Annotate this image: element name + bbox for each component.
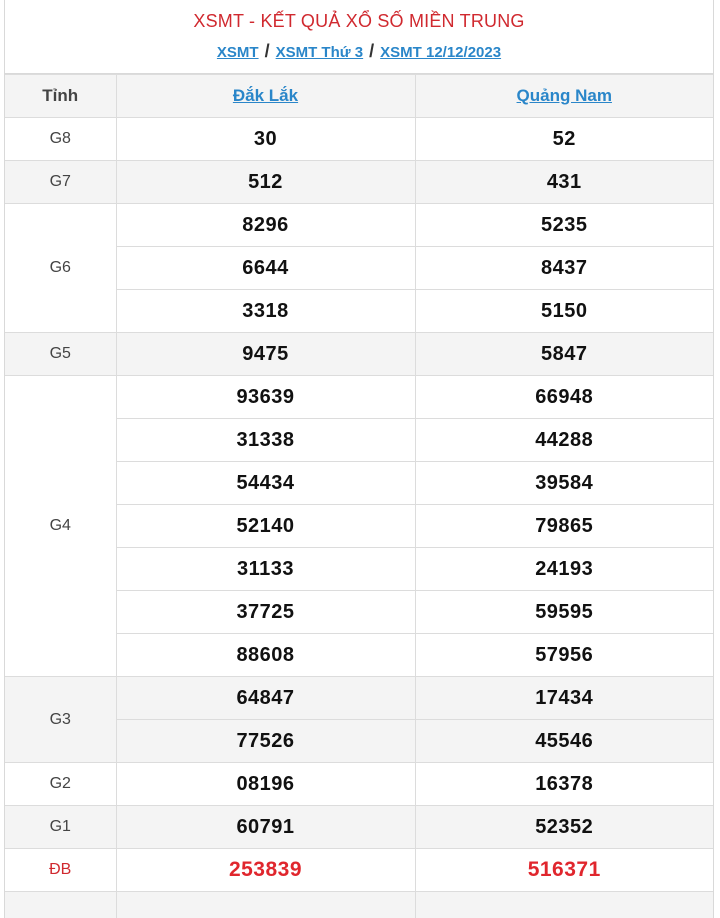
result-number: 5847 bbox=[415, 333, 713, 376]
result-number: 39584 bbox=[415, 462, 713, 505]
column-header-quang-nam bbox=[415, 75, 713, 118]
prize-label: G4 bbox=[5, 376, 116, 677]
result-number: 5235 bbox=[415, 204, 713, 247]
result-number: 52140 bbox=[116, 505, 415, 548]
prize-label: G1 bbox=[5, 806, 116, 849]
result-number: 17434 bbox=[415, 677, 713, 720]
prize-label: G2 bbox=[5, 763, 116, 806]
results-header bbox=[5, 0, 713, 74]
breadcrumb-link-date[interactable]: XSMT 12/12/2023 bbox=[380, 44, 502, 61]
result-number: 5150 bbox=[415, 290, 713, 333]
result-number: 6644 bbox=[116, 247, 415, 290]
result-number: 79865 bbox=[415, 505, 713, 548]
column-header-province: Tỉnh bbox=[5, 75, 116, 118]
table-row-footer bbox=[5, 892, 713, 918]
table-row bbox=[5, 763, 713, 806]
special-result-number: 253839 bbox=[116, 849, 415, 892]
result-number: 31133 bbox=[116, 548, 415, 591]
prize-label-special: ĐB bbox=[5, 849, 116, 892]
table-row bbox=[5, 806, 713, 849]
footer-cell bbox=[415, 892, 713, 918]
prize-label: G3 bbox=[5, 677, 116, 763]
result-number: 59595 bbox=[415, 591, 713, 634]
result-number: 08196 bbox=[116, 763, 415, 806]
result-number: 57956 bbox=[415, 634, 713, 677]
breadcrumb bbox=[5, 40, 713, 64]
breadcrumb-link-weekday[interactable]: XSMT Thứ 3 bbox=[275, 44, 364, 61]
special-result-number: 516371 bbox=[415, 849, 713, 892]
results-panel bbox=[4, 0, 714, 918]
result-number: 66948 bbox=[415, 376, 713, 419]
result-number: 44288 bbox=[415, 419, 713, 462]
breadcrumb-separator: / bbox=[369, 41, 375, 61]
result-number: 30 bbox=[116, 118, 415, 161]
result-number: 431 bbox=[415, 161, 713, 204]
prize-label: G7 bbox=[5, 161, 116, 204]
table-row bbox=[5, 333, 713, 376]
result-number: 8296 bbox=[116, 204, 415, 247]
page-title: XSMT - KẾT QUẢ XỔ SỐ MIỀN TRUNG bbox=[193, 11, 525, 31]
breadcrumb-link-xsmt[interactable]: XSMT bbox=[216, 44, 259, 61]
result-number: 64847 bbox=[116, 677, 415, 720]
result-number: 52 bbox=[415, 118, 713, 161]
footer-cell bbox=[116, 892, 415, 918]
breadcrumb-separator: / bbox=[264, 41, 270, 61]
table-row-special-prize bbox=[5, 849, 713, 892]
result-number: 512 bbox=[116, 161, 415, 204]
table-row bbox=[5, 161, 713, 204]
table-header-row bbox=[5, 75, 713, 118]
result-number: 52352 bbox=[415, 806, 713, 849]
result-number: 77526 bbox=[116, 720, 415, 763]
result-number: 37725 bbox=[116, 591, 415, 634]
prize-label: G8 bbox=[5, 118, 116, 161]
result-number: 8437 bbox=[415, 247, 713, 290]
table-row bbox=[5, 118, 713, 161]
result-number: 45546 bbox=[415, 720, 713, 763]
table-row bbox=[5, 204, 713, 247]
result-number: 31338 bbox=[116, 419, 415, 462]
table-row bbox=[5, 677, 713, 720]
result-number: 88608 bbox=[116, 634, 415, 677]
table-row bbox=[5, 376, 713, 419]
result-number: 93639 bbox=[116, 376, 415, 419]
prize-label: G5 bbox=[5, 333, 116, 376]
results-table bbox=[5, 74, 713, 918]
result-number: 54434 bbox=[116, 462, 415, 505]
footer-cell bbox=[5, 892, 116, 918]
prize-label: G6 bbox=[5, 204, 116, 333]
result-number: 9475 bbox=[116, 333, 415, 376]
result-number: 24193 bbox=[415, 548, 713, 591]
province-link-quang-nam[interactable]: Quảng Nam bbox=[516, 86, 612, 105]
result-number: 60791 bbox=[116, 806, 415, 849]
result-number: 3318 bbox=[116, 290, 415, 333]
column-header-dak-lak bbox=[116, 75, 415, 118]
result-number: 16378 bbox=[415, 763, 713, 806]
province-link-dak-lak[interactable]: Đắk Lắk bbox=[232, 86, 299, 105]
